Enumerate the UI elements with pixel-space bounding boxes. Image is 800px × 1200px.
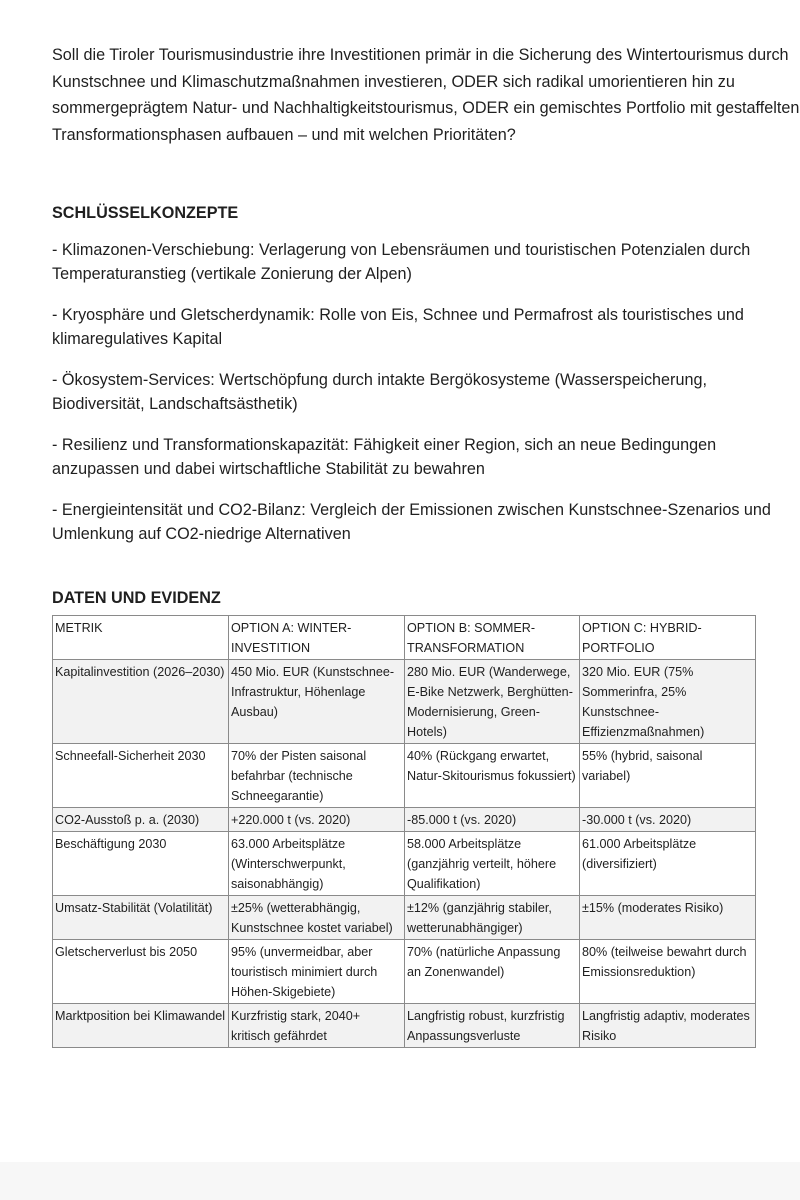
option-a-cell: ±25% (wetterabhängig, Kunstschnee kostet variabel): [229, 896, 405, 940]
metric-cell: Beschäftigung 2030: [53, 832, 229, 896]
table-row: [53, 660, 756, 744]
column-header-option-c: OPTION C: HYBRID-PORTFOLIO: [580, 616, 756, 660]
table-header-row: [53, 616, 756, 660]
concept-item: - Resilienz und Transformationskapazität: Fähigkeit einer Region, sich an neue Bedingungen anzupassen und dabei wirtschaftliche Stabilität zu bewahren: [52, 436, 717, 478]
option-a-cell: 450 Mio. EUR (Kunstschnee-Infrastruktur, Höhenlage Ausbau): [229, 660, 405, 744]
option-c-cell: 80% (teilweise bewahrt durch Emissionsreduktion): [580, 940, 756, 1004]
metric-cell: CO2-Ausstoß p. a. (2030): [53, 808, 229, 832]
column-header-metric: METRIK: [53, 616, 229, 660]
option-c-cell: Langfristig adaptiv, moderates Risiko: [580, 1004, 756, 1048]
table-row: [53, 744, 756, 808]
metric-cell: Gletscherverlust bis 2050: [53, 940, 229, 1004]
column-header-option-a: OPTION A: WINTER-INVESTITION: [229, 616, 405, 660]
metric-cell: Marktposition bei Klimawandel: [53, 1004, 229, 1048]
concept-item: - Energieintensität und CO2-Bilanz: Vergleich der Emissionen zwischen Kunstschnee-Szenarios und Umlenkung auf CO2-niedrige Alternativen: [52, 501, 771, 543]
table-row: [53, 832, 756, 896]
option-b-cell: 280 Mio. EUR (Wanderwege, E-Bike Netzwerk, Berghütten-Modernisierung, Green-Hotels): [405, 660, 580, 744]
option-b-cell: -85.000 t (vs. 2020): [405, 808, 580, 832]
concept-item: - Ökosystem-Services: Wertschöpfung durch intakte Bergökosysteme (Wasserspeicherung, Biodiversität, Landschaftsästhetik): [52, 371, 707, 413]
option-c-cell: ±15% (moderates Risiko): [580, 896, 756, 940]
option-a-cell: 95% (unvermeidbar, aber touristisch minimiert durch Höhen-Skigebiete): [229, 940, 405, 1004]
option-c-cell: -30.000 t (vs. 2020): [580, 808, 756, 832]
page-footer-band: [0, 1162, 800, 1200]
metric-cell: Schneefall-Sicherheit 2030: [53, 744, 229, 808]
option-a-cell: 63.000 Arbeitsplätze (Winterschwerpunkt, saisonabhängig): [229, 832, 405, 896]
metric-cell: Umsatz-Stabilität (Volatilität): [53, 896, 229, 940]
option-c-cell: 61.000 Arbeitsplätze (diversifiziert): [580, 832, 756, 896]
option-a-cell: +220.000 t (vs. 2020): [229, 808, 405, 832]
option-c-cell: 55% (hybrid, saisonal variabel): [580, 744, 756, 808]
data-heading: DATEN UND EVIDENZ: [52, 589, 221, 607]
evidence-table: [52, 615, 756, 1048]
option-a-cell: 70% der Pisten saisonal befahrbar (technische Schneegarantie): [229, 744, 405, 808]
document-page: [52, 42, 800, 1048]
option-c-cell: 320 Mio. EUR (75% Sommerinfra, 25% Kunstschnee-Effizienzmaßnahmen): [580, 660, 756, 744]
column-header-option-b: OPTION B: SOMMER-TRANSFORMATION: [405, 616, 580, 660]
concepts-list: [52, 238, 800, 546]
option-b-cell: 40% (Rückgang erwartet, Natur-Skitourismus fokussiert): [405, 744, 580, 808]
option-b-cell: Langfristig robust, kurzfristig Anpassungsverluste: [405, 1004, 580, 1048]
table-row: [53, 896, 756, 940]
table-row: [53, 1004, 756, 1048]
table-row: [53, 940, 756, 1004]
concept-item: - Klimazonen-Verschiebung: Verlagerung von Lebensräumen und touristischen Potenzialen durch Temperaturanstieg (vertikale Zonierung der Alpen): [52, 241, 751, 283]
research-question: Soll die Tiroler Tourismusindustrie ihre Investitionen primär in die Sicherung des Wintertourismus durch Kunstschnee und Klimaschutzmaßnahmen investieren, ODER sich radikal umorientieren hin zu sommergeprägtem Natur- und Nachhaltigkeitstourismus, ODER ein gemischtes Portfolio mit gestaffelten Transformationsphasen aufbauen – und mit welchen Prioritäten?: [52, 46, 800, 144]
concept-item: - Kryosphäre und Gletscherdynamik: Rolle von Eis, Schnee und Permafrost als touristisches und klimaregulatives Kapital: [52, 306, 744, 348]
option-b-cell: 70% (natürliche Anpassung an Zonenwandel): [405, 940, 580, 1004]
option-b-cell: 58.000 Arbeitsplätze (ganzjährig verteilt, höhere Qualifikation): [405, 832, 580, 896]
table-row: [53, 808, 756, 832]
option-b-cell: ±12% (ganzjährig stabiler, wetterunabhängiger): [405, 896, 580, 940]
concepts-heading: SCHLÜSSELKONZEPTE: [52, 204, 239, 222]
metric-cell: Kapitalinvestition (2026–2030): [53, 660, 229, 744]
option-a-cell: Kurzfristig stark, 2040+ kritisch gefährdet: [229, 1004, 405, 1048]
